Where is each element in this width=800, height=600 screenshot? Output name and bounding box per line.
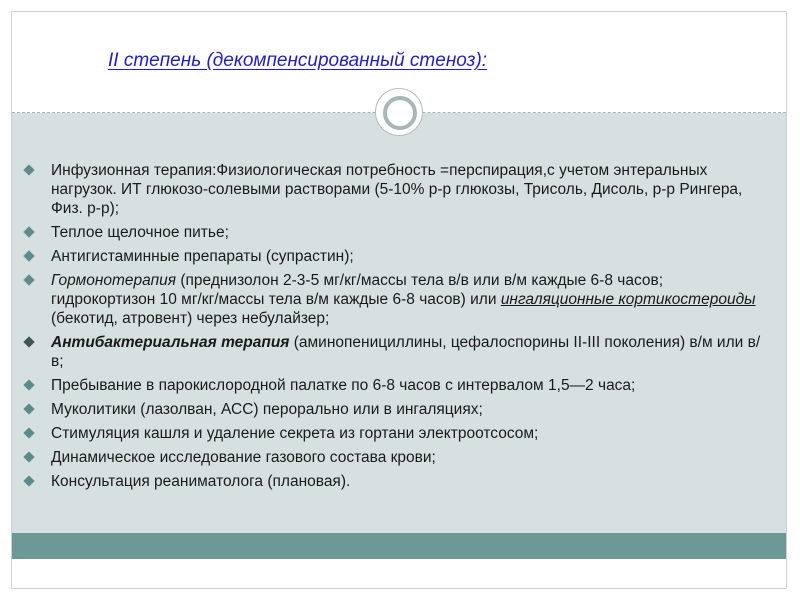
item-text: (аминопенициллины, цефалоспорины II-III поколения) в/м или в/в;: [51, 334, 761, 370]
list-item: [12, 333, 786, 371]
item-text: (бекотид, атровент) через небулайзер;: [51, 310, 330, 327]
diamond-bullet-icon: [23, 336, 34, 347]
item-text: Консультация реаниматолога (плановая).: [51, 473, 351, 490]
content-area: [12, 113, 786, 559]
diamond-bullet-icon: [23, 379, 34, 390]
diamond-bullet-icon: [23, 451, 34, 462]
item-lead-italic: Гормонотерапия: [51, 272, 177, 289]
list-item: [12, 161, 786, 218]
diamond-bullet-icon: [23, 164, 34, 175]
item-text: Пребывание в парокислородной палатке по 6-8 часов с интервалом 1,5—2 часа;: [51, 377, 636, 394]
item-text: Антигистаминные препараты (супрастин);: [51, 248, 354, 265]
list-item: [12, 448, 786, 467]
item-text: Стимуляция кашля и удаление секрета из гортани электроотсосом;: [51, 425, 539, 442]
bullet-list: [12, 161, 786, 496]
list-item: [12, 424, 786, 443]
diamond-bullet-icon: [23, 403, 34, 414]
footer-bar: [12, 533, 786, 559]
item-text: (преднизолон 2-3-5 мг/кг/массы тела в/в или в/м каждые 6-8 часов; гидрокортизон 10 мг/кг/массы тела в/м каждые 6-8 часов) или: [51, 272, 664, 308]
item-text: Инфузионная терапия:Физиологическая потребность =перспирация,с учетом энтеральных нагрузок. ИТ глюкозо-солевыми растворами (5-10% р-р глюкозы, Трисоль, Дисоль, р-р Рингера, Физ. р-р);: [51, 162, 743, 217]
diamond-bullet-icon: [23, 226, 34, 237]
list-item: [12, 271, 786, 328]
diamond-bullet-icon: [23, 427, 34, 438]
item-text: Теплое щелочное питье;: [51, 224, 229, 241]
item-emphasis-underlined: ингаляционные кортикостероиды: [500, 291, 756, 308]
item-text: Муколитики (лазолван, АСС) перорально или в ингаляциях;: [51, 401, 483, 418]
slide-title: II степень (декомпенсированный стеноз):: [108, 50, 488, 71]
list-item: [12, 400, 786, 419]
slide: [11, 11, 787, 589]
list-item: [12, 472, 786, 491]
list-item: [12, 247, 786, 266]
diamond-bullet-icon: [23, 475, 34, 486]
item-text: Динамическое исследование газового состава крови;: [51, 449, 436, 466]
circle-ornament-icon: [375, 88, 423, 136]
list-item: [12, 223, 786, 242]
diamond-bullet-icon: [23, 250, 34, 261]
list-item: [12, 376, 786, 395]
item-lead-bold: Антибактериальная терапия: [51, 334, 290, 351]
diamond-bullet-icon: [23, 274, 34, 285]
ring-icon: [383, 96, 417, 130]
